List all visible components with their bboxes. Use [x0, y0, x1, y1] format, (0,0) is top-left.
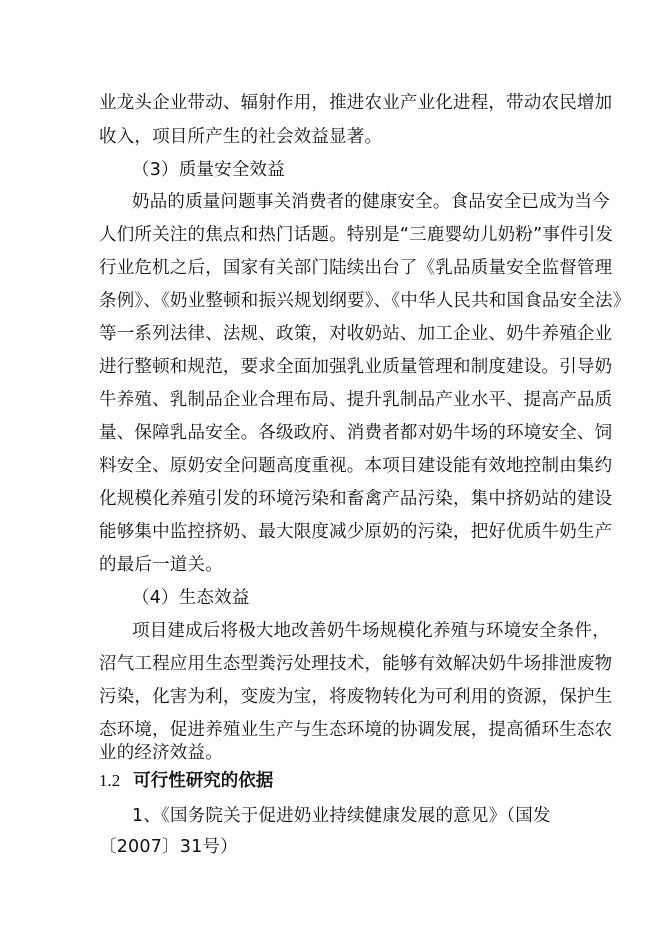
paragraph-line: 业龙头企业带动、辐射作用，推进农业产业化进程，带动农民增加: [99, 93, 613, 113]
paragraph-line: 行业危机之后，国家有关部门陆续出台了《乳品质量安全监督管理: [99, 258, 613, 278]
paragraph-line: 态环境，促进养殖业生产与生态环境的协调发展，提高循环生态农: [99, 720, 613, 740]
reference-line: 1、《国务院关于促进奶业持续健康发展的意见》（国发: [132, 806, 551, 826]
paragraph-line: 进行整顿和规范，要求全面加强乳业质量管理和制度建设。引导奶: [99, 357, 613, 377]
section-heading: [99, 769, 273, 793]
paragraph-line: 的最后一道关。: [99, 555, 223, 575]
subheading-ecological: （4）生态效益: [132, 588, 250, 608]
paragraph-line: 量、保障乳品安全。各级政府、消费者都对奶牛场的环境安全、饲: [99, 423, 613, 443]
reference-line: 〔2007〕31号）: [99, 837, 238, 857]
subheading-quality-safety: （3）质量安全效益: [132, 160, 285, 180]
paragraph-line: 收入，项目所产生的社会效益显著。: [99, 127, 383, 147]
paragraph-line: 牛养殖、乳制品企业合理布局、提升乳制品产业水平、提高产品质: [99, 390, 613, 410]
paragraph-line: 料安全、原奶安全问题高度重视。本项目建设能有效地控制由集约: [99, 456, 613, 476]
paragraph-line: 项目建成后将极大地改善奶牛场规模化养殖与环境安全条件，: [132, 621, 610, 641]
paragraph-line: 业的经济效益。: [99, 743, 223, 763]
paragraph-line: 条例》、《奶业整顿和振兴规划纲要》、《中华人民共和国食品安全法》: [99, 291, 631, 311]
paragraph-line: 化规模化养殖引发的环境污染和畜禽产品污染，集中挤奶站的建设: [99, 489, 613, 509]
section-number: 1.2: [99, 771, 121, 790]
section-title: 可行性研究的依据: [133, 771, 274, 791]
paragraph-line: 沼气工程应用生态型粪污处理技术，能够有效解决奶牛场排泄废物: [99, 654, 613, 674]
paragraph-line: 人们所关注的焦点和热门话题。特别是“三鹿婴幼儿奶粉”事件引发: [99, 225, 614, 245]
paragraph-line: 等一系列法律、法规、政策，对收奶站、加工企业、奶牛养殖企业: [99, 324, 613, 344]
paragraph-line: 污染，化害为利，变废为宝，将废物转化为可利用的资源，保护生: [99, 687, 613, 707]
paragraph-line: 奶品的质量问题事关消费者的健康安全。食品安全已成为当今: [132, 192, 610, 212]
paragraph-line: 能够集中监控挤奶、最大限度减少原奶的污染，把好优质牛奶生产: [99, 522, 613, 542]
